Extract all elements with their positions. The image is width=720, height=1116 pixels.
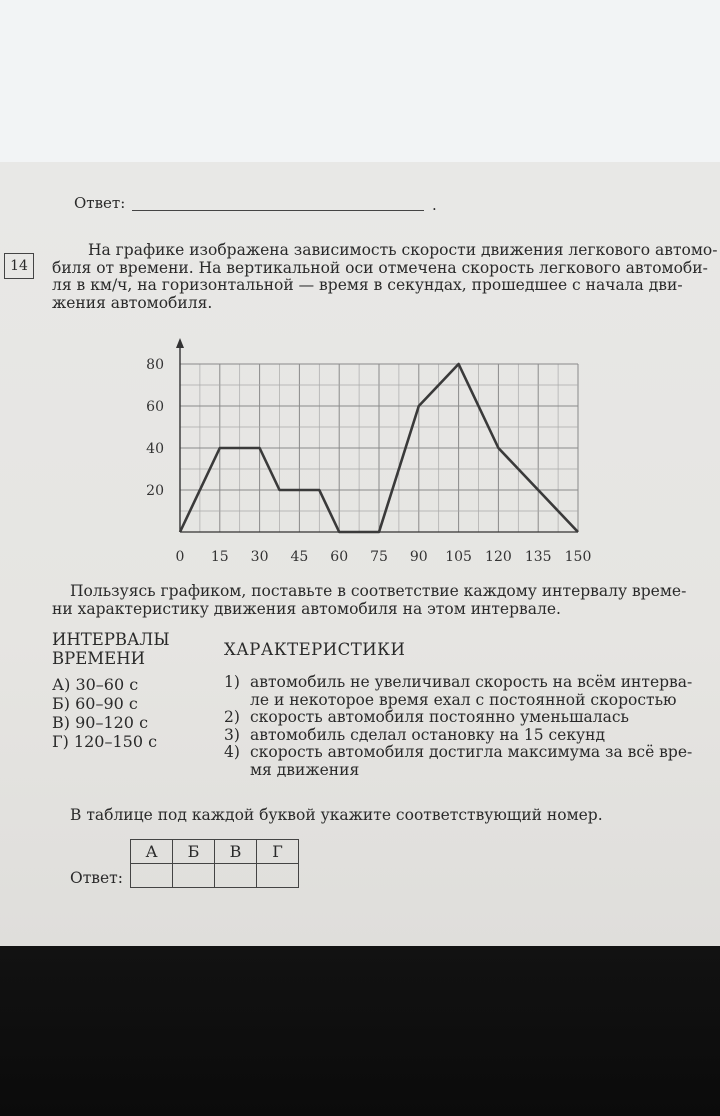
answer-dot: . — [432, 196, 437, 214]
instruction-text — [52, 582, 686, 618]
x-tick-label: 90 — [409, 549, 428, 565]
y-tick-label: 20 — [146, 483, 164, 499]
characteristic-number: 1) — [224, 673, 240, 691]
table-instruction: В таблице под каждой буквой укажите соответствующий номер. — [70, 806, 603, 824]
characteristics-list — [224, 674, 692, 779]
intervals-heading-line: ИНТЕРВАЛЫ — [52, 630, 170, 649]
answer-table-header: Б — [173, 840, 215, 864]
x-tick-label: 75 — [370, 549, 388, 565]
characteristic-item — [224, 727, 692, 745]
characteristic-item — [224, 709, 692, 727]
answer-cell[interactable] — [131, 864, 173, 888]
task-text-line: биля от времени. На вертикальной оси отмечена скорость легкового автомоби- — [52, 258, 708, 277]
interval-item: А) 30–60 с — [52, 675, 139, 694]
x-tick-label: 150 — [564, 549, 592, 565]
characteristic-line: ле и некоторое время ехал с постоянной скоростью — [250, 690, 677, 709]
answer-cell[interactable] — [173, 864, 215, 888]
y-tick-label: 60 — [146, 399, 164, 415]
characteristic-number: 3) — [224, 725, 240, 744]
characteristic-line: скорость автомобиля достигла максимума за всё вре- — [250, 743, 693, 761]
answer-table — [130, 839, 299, 888]
answer-cell[interactable] — [215, 864, 257, 888]
task-number-box: 14 — [4, 253, 34, 279]
task-text-line: ля в км/ч, на горизонтальной — время в секундах, прошедшее с начала дви- — [52, 276, 683, 294]
x-tick-label: 60 — [330, 549, 349, 565]
background-top — [0, 0, 720, 162]
x-tick-label: 135 — [524, 549, 552, 565]
characteristic-number: 4) — [224, 743, 240, 761]
instruction-line: ни характеристику движения автомобиля на этом интервале. — [52, 600, 561, 618]
answer-table-header: Г — [257, 840, 299, 864]
characteristic-number: 2) — [224, 708, 240, 726]
x-tick-label: 0 — [175, 549, 185, 565]
x-tick-label: 105 — [445, 549, 472, 565]
x-tick-label: 120 — [485, 549, 512, 565]
characteristic-item — [224, 674, 692, 709]
y-tick-label: 80 — [146, 357, 164, 373]
answer-line-previous[interactable] — [132, 210, 424, 211]
answer-table-input-row — [131, 864, 299, 888]
task-text — [52, 241, 718, 312]
task-text-line: жения автомобиля. — [52, 293, 213, 312]
speed-time-chart — [140, 332, 610, 572]
answer-label-previous: Ответ: — [74, 194, 126, 212]
interval-item: Б) 60–90 с — [52, 694, 138, 713]
answer-table-header-row — [131, 840, 299, 864]
x-tick-label: 30 — [250, 549, 269, 565]
x-tick-label: 15 — [210, 549, 229, 565]
intervals-heading-line: ВРЕМЕНИ — [52, 649, 145, 668]
answer-cell[interactable] — [257, 864, 299, 888]
interval-item: Г) 120–150 с — [52, 732, 158, 751]
characteristic-item — [224, 744, 692, 779]
intervals-list — [52, 675, 157, 751]
chart-axes — [176, 338, 578, 532]
answer-table-header: В — [215, 840, 257, 864]
characteristic-line: мя движения — [250, 760, 360, 779]
characteristic-line: автомобиль не увеличивал скорость на всём интерва- — [250, 673, 693, 691]
x-tick-label: 45 — [290, 549, 309, 565]
instruction-line: Пользуясь графиком, поставьте в соответствие каждому интервалу време- — [70, 582, 687, 600]
interval-item: В) 90–120 с — [52, 713, 149, 732]
characteristic-line: автомобиль сделал остановку на 15 секунд — [250, 725, 606, 744]
y-axis-arrow — [176, 338, 184, 348]
characteristics-heading: ХАРАКТЕРИСТИКИ — [224, 640, 406, 659]
task-text-line: На графике изображена зависимость скорости движения легкового автомо- — [88, 241, 718, 259]
answer-label: Ответ: — [70, 869, 123, 887]
answer-table-header: А — [131, 840, 173, 864]
intervals-heading — [52, 630, 170, 668]
characteristic-line: скорость автомобиля постоянно уменьшалась — [250, 708, 629, 726]
background-bottom — [0, 946, 720, 1116]
y-tick-label: 40 — [146, 441, 164, 457]
